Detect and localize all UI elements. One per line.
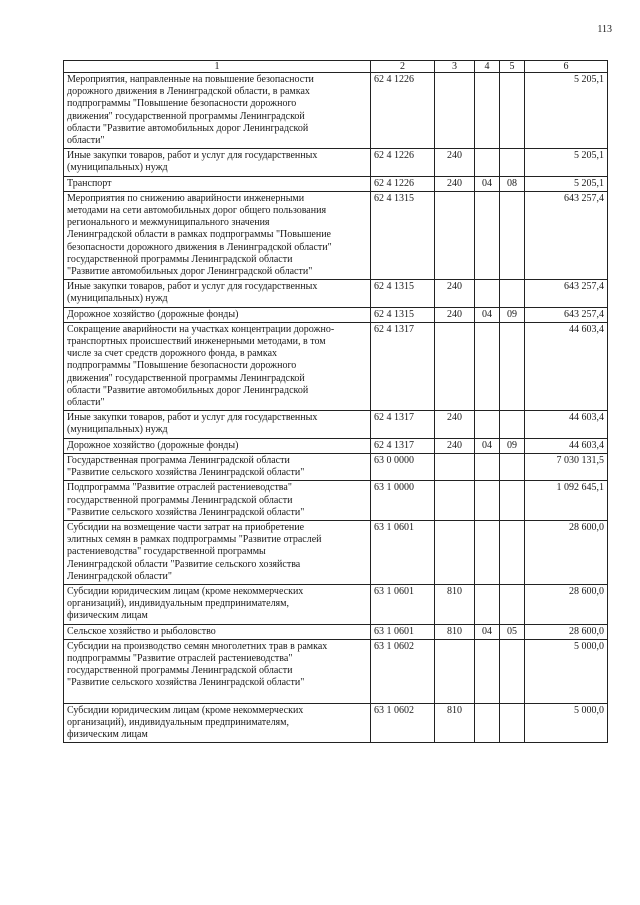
row-subsection <box>500 322 525 410</box>
row-expense-type: 240 <box>435 438 475 453</box>
table-row <box>64 453 608 480</box>
row-subsection <box>500 453 525 480</box>
table-row <box>64 322 608 410</box>
row-code: 62 4 1226 <box>371 73 435 149</box>
row-section <box>475 453 500 480</box>
row-expense-type: 240 <box>435 411 475 438</box>
row-name: Дорожное хозяйство (дорожные фонды) <box>64 438 371 453</box>
row-amount: 7 030 131,5 <box>525 453 608 480</box>
page-number: 113 <box>597 24 612 35</box>
row-section: 04 <box>475 624 500 639</box>
row-subsection: 05 <box>500 624 525 639</box>
row-amount: 643 257,4 <box>525 191 608 279</box>
row-name: Субсидии на производство семян многолетних трав в рамках подпрограммы "Развитие отраслей растениеводства" государственной программы Ленинградской области "Развитие сельского хозяйства Ленинградской области" <box>64 639 371 703</box>
row-subsection <box>500 481 525 521</box>
row-code: 63 1 0601 <box>371 624 435 639</box>
table-row <box>64 481 608 521</box>
row-code: 63 1 0602 <box>371 639 435 703</box>
table-row <box>64 520 608 584</box>
row-subsection <box>500 411 525 438</box>
row-code: 62 4 1226 <box>371 149 435 176</box>
table-row <box>64 639 608 703</box>
row-amount: 28 600,0 <box>525 624 608 639</box>
row-subsection: 09 <box>500 307 525 322</box>
row-amount: 28 600,0 <box>525 584 608 624</box>
row-subsection <box>500 280 525 307</box>
row-section: 04 <box>475 438 500 453</box>
row-amount: 5 000,0 <box>525 703 608 743</box>
row-code: 63 1 0601 <box>371 584 435 624</box>
row-expense-type <box>435 520 475 584</box>
row-amount: 1 092 645,1 <box>525 481 608 521</box>
budget-table <box>63 60 608 743</box>
row-subsection <box>500 703 525 743</box>
row-name: Субсидии юридическим лицам (кроме некоммерческих организаций), индивидуальным предпринимателям, физическим лицам <box>64 703 371 743</box>
row-amount: 5 000,0 <box>525 639 608 703</box>
row-code: 62 4 1317 <box>371 411 435 438</box>
row-section <box>475 73 500 149</box>
header-col-2: 2 <box>371 61 435 73</box>
row-expense-type <box>435 322 475 410</box>
table-row <box>64 438 608 453</box>
row-name: Государственная программа Ленинградской области "Развитие сельского хозяйства Ленинградской области" <box>64 453 371 480</box>
table-row <box>64 703 608 743</box>
row-name: Иные закупки товаров, работ и услуг для государственных (муниципальных) нужд <box>64 411 371 438</box>
header-col-1: 1 <box>64 61 371 73</box>
row-amount: 44 603,4 <box>525 438 608 453</box>
row-code: 63 1 0601 <box>371 520 435 584</box>
row-subsection: 08 <box>500 176 525 191</box>
row-section <box>475 322 500 410</box>
row-expense-type: 810 <box>435 624 475 639</box>
row-section <box>475 481 500 521</box>
row-expense-type <box>435 481 475 521</box>
row-expense-type: 240 <box>435 149 475 176</box>
row-name: Субсидии на возмещение части затрат на приобретение элитных семян в рамках подпрограммы "Развитие отраслей растениеводства" государственной программы Ленинградской области "Развитие сельского хозяйства Ленинградской области" <box>64 520 371 584</box>
table-row <box>64 176 608 191</box>
row-amount: 5 205,1 <box>525 176 608 191</box>
row-section: 04 <box>475 176 500 191</box>
row-section <box>475 149 500 176</box>
row-subsection <box>500 520 525 584</box>
row-expense-type <box>435 639 475 703</box>
row-expense-type <box>435 453 475 480</box>
header-col-3: 3 <box>435 61 475 73</box>
row-expense-type: 810 <box>435 584 475 624</box>
row-code: 62 4 1226 <box>371 176 435 191</box>
row-section <box>475 280 500 307</box>
row-amount: 5 205,1 <box>525 149 608 176</box>
row-section: 04 <box>475 307 500 322</box>
row-subsection <box>500 639 525 703</box>
row-name: Иные закупки товаров, работ и услуг для государственных (муниципальных) нужд <box>64 149 371 176</box>
row-amount: 44 603,4 <box>525 411 608 438</box>
table-row <box>64 584 608 624</box>
row-amount: 44 603,4 <box>525 322 608 410</box>
row-name: Мероприятия, направленные на повышение безопасности дорожного движения в Ленинградской области, в рамках подпрограммы "Повышение безопасности дорожного движения" государственной программы Ленинградской области "Развитие автомобильных дорог Ленинградской области" <box>64 73 371 149</box>
row-amount: 643 257,4 <box>525 280 608 307</box>
row-section <box>475 520 500 584</box>
header-col-6: 6 <box>525 61 608 73</box>
row-code: 63 1 0602 <box>371 703 435 743</box>
table-row <box>64 624 608 639</box>
row-name: Сельское хозяйство и рыболовство <box>64 624 371 639</box>
row-code: 63 0 0000 <box>371 453 435 480</box>
row-section <box>475 584 500 624</box>
table-row <box>64 411 608 438</box>
table-row <box>64 280 608 307</box>
row-name: Транспорт <box>64 176 371 191</box>
header-col-4: 4 <box>475 61 500 73</box>
row-expense-type: 240 <box>435 176 475 191</box>
header-row <box>64 61 608 73</box>
row-code: 62 4 1315 <box>371 191 435 279</box>
row-code: 63 1 0000 <box>371 481 435 521</box>
row-name: Мероприятия по снижению аварийности инженерными методами на сети автомобильных дорог общего пользования регионального и межмуниципального значения Ленинградской области в рамках подпрограммы "Повышение безопасности дорожного движения в Ленинградской области" государственной программы Ленинградской области "Развитие автомобильных дорог Ленинградской области" <box>64 191 371 279</box>
row-expense-type: 810 <box>435 703 475 743</box>
row-name: Иные закупки товаров, работ и услуг для государственных (муниципальных) нужд <box>64 280 371 307</box>
table-row <box>64 307 608 322</box>
header-col-5: 5 <box>500 61 525 73</box>
row-amount: 28 600,0 <box>525 520 608 584</box>
row-section <box>475 191 500 279</box>
row-subsection <box>500 149 525 176</box>
row-subsection <box>500 73 525 149</box>
row-section <box>475 411 500 438</box>
row-expense-type <box>435 191 475 279</box>
row-amount: 643 257,4 <box>525 307 608 322</box>
row-subsection <box>500 191 525 279</box>
row-section <box>475 639 500 703</box>
table-row <box>64 149 608 176</box>
row-code: 62 4 1317 <box>371 438 435 453</box>
row-name: Сокращение аварийности на участках концентрации дорожно- транспортных происшествий инженерными методами, в том числе за счет средств дорожного фонда, в рамках подпрограммы "Повышение безопасности дорожного движения" государственной программы Ленинградской области "Развитие автомобильных дорог Ленинградской области" <box>64 322 371 410</box>
table-row <box>64 73 608 149</box>
row-amount: 5 205,1 <box>525 73 608 149</box>
row-name: Дорожное хозяйство (дорожные фонды) <box>64 307 371 322</box>
row-code: 62 4 1315 <box>371 307 435 322</box>
row-expense-type: 240 <box>435 280 475 307</box>
row-code: 62 4 1315 <box>371 280 435 307</box>
row-section <box>475 703 500 743</box>
row-name: Субсидии юридическим лицам (кроме некоммерческих организаций), индивидуальным предпринимателям, физическим лицам <box>64 584 371 624</box>
row-subsection <box>500 584 525 624</box>
table-row <box>64 191 608 279</box>
row-code: 62 4 1317 <box>371 322 435 410</box>
row-expense-type <box>435 73 475 149</box>
row-subsection: 09 <box>500 438 525 453</box>
row-name: Подпрограмма "Развитие отраслей растениеводства" государственной программы Ленинградской области "Развитие сельского хозяйства Ленинградской области" <box>64 481 371 521</box>
row-expense-type: 240 <box>435 307 475 322</box>
